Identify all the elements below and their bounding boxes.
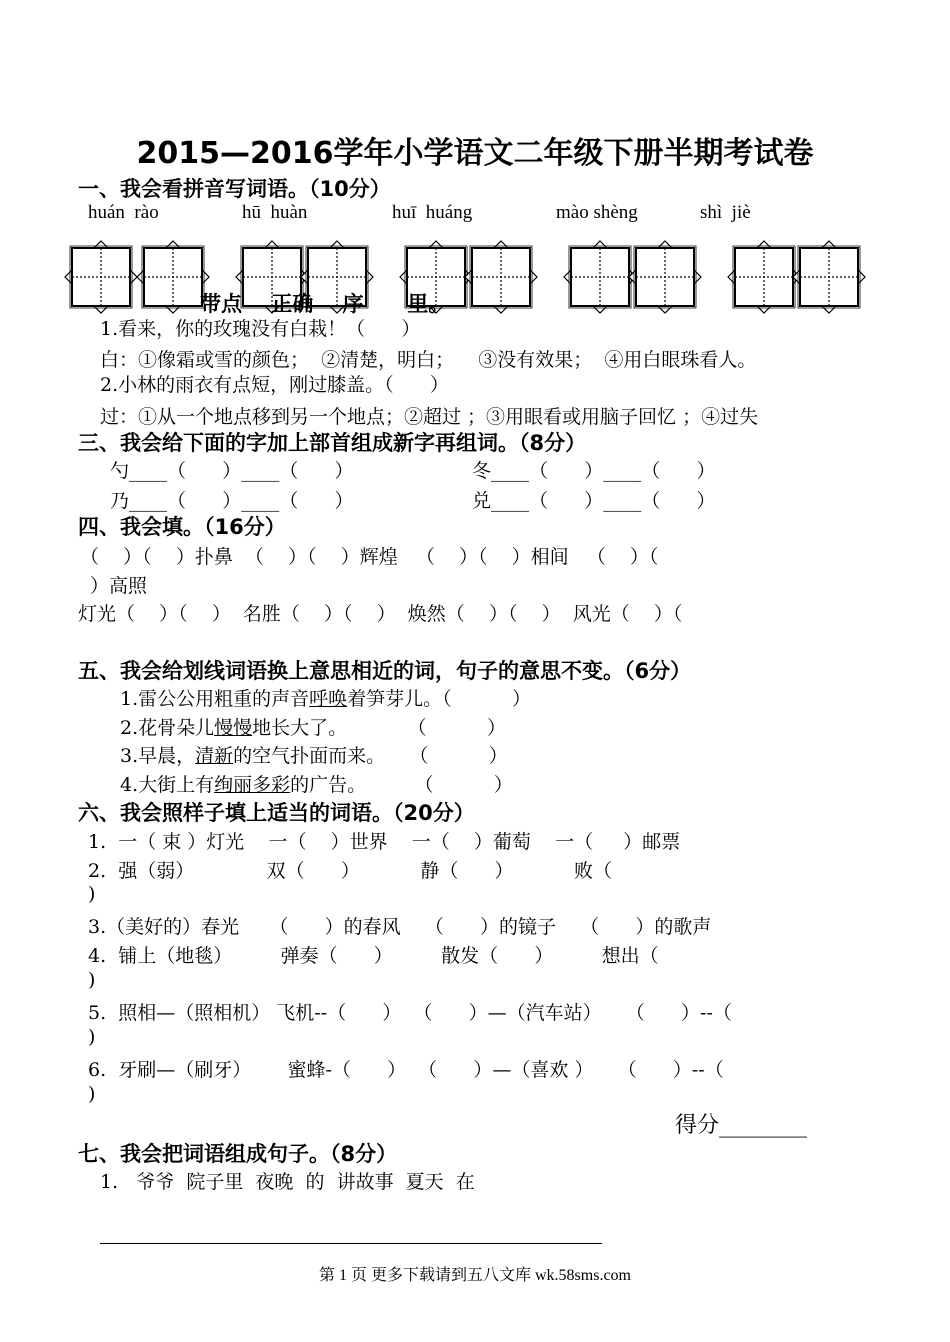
footer-rule [100, 1243, 602, 1244]
underlined-word: 绚丽多彩 [214, 774, 291, 796]
s4-line-2: ）高照 [90, 575, 148, 597]
page-footer: 第 1 页 更多下载请到五八文库 wk.58sms.com [318, 1267, 631, 1284]
section-2-heading-fragment: 带点 正确 序 里。 [200, 292, 450, 316]
underlined-word: 清新 [195, 745, 234, 767]
s3-row1-left: 勺____（ ）____（ ） [110, 460, 354, 482]
s3-row2-left: 乃____（ ）____（ ） [110, 490, 354, 512]
writing-box[interactable] [792, 240, 866, 314]
writing-box[interactable] [563, 240, 637, 314]
writing-box[interactable] [136, 240, 210, 314]
s4-line-3: 灯光（ ）（ ） 名胜（ ）（ ） 焕然（ ）（ ） 风光（ ）（ [78, 603, 683, 625]
s6-line-3: 3.（美好的）春光 （ ）的春风 （ ）的镜子 （ ）的歌声 [88, 916, 712, 938]
s2-question-1-options: 白：①像霜或雪的颜色； ②清楚，明白； ③没有效果； ④用白眼珠看人。 [100, 349, 757, 371]
section-6-heading: 六、我会照样子填上适当的词语。（20分） [78, 801, 475, 825]
s5-question-1: 1.雷公公用粗重的声音呼唤着笋芽儿。（ ） [120, 688, 532, 710]
pinyin-4: mào shèng [556, 202, 638, 223]
s6-line-5-cont: ) [88, 1026, 96, 1048]
s6-line-2: 2. 强（弱） 双（ ） 静（ ） 败（ [88, 860, 612, 882]
s2-question-1: 1.看来，你的玫瑰没有白栽！（ ） [100, 318, 421, 340]
s6-line-6: 6. 牙刷—（刷牙） 蜜蜂-（ ） （ ）—（喜欢 ） （ ）--（ [88, 1059, 724, 1081]
writing-box[interactable] [64, 240, 138, 314]
s7-question-1: 1. 爷爷 院子里 夜晚 的 讲故事 夏天 在 [100, 1171, 475, 1193]
section-4-heading: 四、我会填。（16分） [78, 515, 286, 539]
s6-line-6-cont: ) [88, 1083, 96, 1105]
section-3-heading: 三、我会给下面的字加上部首组成新字再组词。（8分） [78, 431, 587, 455]
s2-question-2: 2.小林的雨衣有点短，刚过膝盖。（ ） [100, 374, 449, 396]
s6-line-4: 4. 铺上（地毯） 弹奏（ ） 散发（ ） 想出（ [88, 945, 659, 967]
section-1-heading: 一、我会看拼音写词语。（10分） [78, 177, 391, 201]
s3-row2-right: 兑____（ ）____（ ） [472, 490, 716, 512]
s3-row1-right: 冬____（ ）____（ ） [472, 460, 716, 482]
writing-box[interactable] [628, 240, 702, 314]
score-label: 得分________ [675, 1113, 808, 1138]
s5-question-4: 4.大街上有绚丽多彩的广告。 （ ） [120, 774, 513, 796]
s4-line-1: （ ）（ ）扑鼻 （ ）（ ）辉煌 （ ）（ ）相间 （ ）（ [80, 546, 659, 568]
writing-box[interactable] [464, 240, 538, 314]
pinyin-1: huán rào [88, 202, 159, 223]
section-5-heading: 五、我会给划线词语换上意思相近的词，句子的意思不变。（6分） [78, 659, 692, 683]
s2-question-2-options: 过：①从一个地点移到另一个地点；②超过 ；③用眼看或用脑子回忆 ；④过失 [100, 406, 759, 428]
pinyin-2: hū huàn [242, 202, 308, 223]
s6-line-5: 5. 照相—（照相机） 飞机--（ ） （ ）—（汽车站） （ ）--（ [88, 1002, 732, 1024]
s6-line-4-cont: ) [88, 969, 96, 991]
pinyin-3: huī huáng [392, 202, 473, 223]
s6-line-2-cont: ) [88, 883, 96, 905]
section-7-heading: 七、我会把词语组成句子。（8分） [78, 1142, 398, 1166]
s5-question-2: 2.花骨朵儿慢慢地长大了。 （ ） [120, 717, 506, 739]
underlined-word: 慢慢 [214, 717, 253, 739]
writing-box[interactable] [727, 240, 801, 314]
underlined-word: 呼唤 [309, 688, 348, 710]
pinyin-5: shì jiè [700, 202, 751, 223]
s6-line-1: 1. 一（ 束 ）灯光 一（ ）世界 一（ ）葡萄 一（ ）邮票 [88, 831, 681, 853]
s5-question-3: 3.早晨，清新的空气扑面而来。 （ ） [120, 745, 508, 767]
page-title: 2015—2016学年小学语文二年级下册半期考试卷 [136, 136, 814, 171]
